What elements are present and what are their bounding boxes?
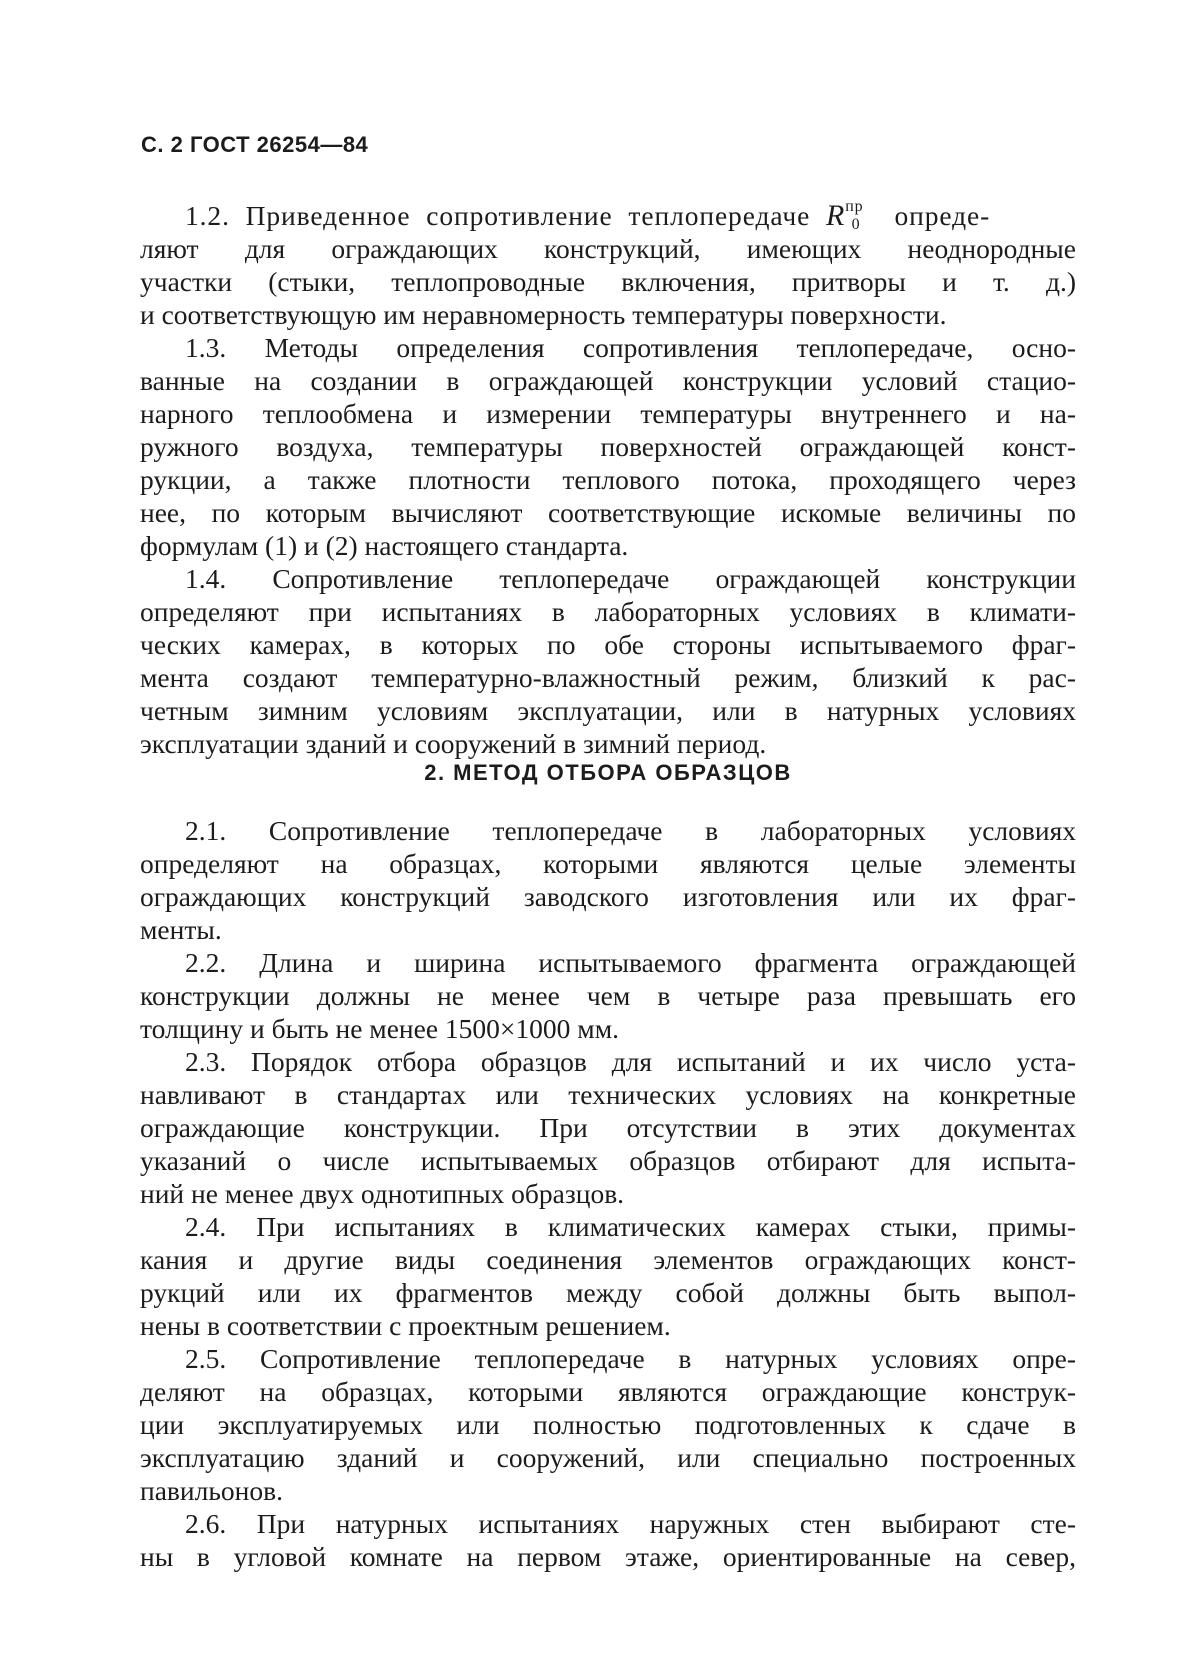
formula-subscript: 0: [851, 216, 861, 233]
text-line: ляют для ограждающих конструкций, имеющих неоднородные: [140, 233, 1076, 264]
section-1-body: [140, 199, 1076, 760]
text-line: 2.1. Сопротивление теплопередаче в лабораторных условиях: [185, 815, 1076, 846]
text-line: ограждающих конструкций заводского изготовления или их фраг-: [140, 881, 1076, 912]
text-line: рукции, а также плотности теплового потока, проходящего через: [140, 464, 1076, 495]
text-line: эксплуатацию зданий и сооружений, или специально построенных: [140, 1442, 1076, 1473]
text-line: менты.: [140, 914, 222, 945]
text-line: мента создают температурно-влажностный режим, близкий к рас-: [140, 662, 1076, 693]
text-line: формулам (1) и (2) настоящего стандарта.: [140, 530, 629, 561]
text-line: 2.5. Сопротивление теплопередаче в натурных условиях опре-: [185, 1343, 1076, 1374]
text-line: нены в соответствии с проектным решением.: [140, 1310, 671, 1341]
text-line: указаний о числе испытываемых образцов отбирают для испыта-: [140, 1145, 1076, 1176]
text-line: ний не менее двух однотипных образцов.: [140, 1178, 625, 1209]
text-line: павильонов.: [140, 1475, 283, 1506]
text-line: нарного теплообмена и измерении температуры внутреннего и на-: [140, 398, 1076, 429]
formula-resistance-symbol: R: [825, 199, 846, 232]
text-line: навливают в стандартах или технических условиях на конкретные: [140, 1079, 1076, 1110]
text-line: 2.4. При испытаниях в климатических камерах стыки, примы-: [185, 1211, 1076, 1242]
text-line: ружного воздуха, температуры поверхностей ограждающей конст-: [140, 431, 1076, 462]
text-line: 2.2. Длина и ширина испытываемого фрагмента ограждающей: [185, 947, 1076, 978]
text-line: конструкции должны не менее чем в четыре раза превышать его: [140, 980, 1076, 1011]
text-line: рукций или их фрагментов между собой должны быть выпол-: [140, 1277, 1076, 1308]
text-line: 1.4. Сопротивление теплопередаче ограждающей конструкции: [185, 563, 1076, 594]
text-line: ческих камерах, в которых по обе стороны испытываемого фраг-: [140, 629, 1076, 660]
text-line: деляют на образцах, которыми являются ограждающие конструк-: [140, 1376, 1076, 1407]
text-line: нее, по которым вычисляют соответствующие искомые величины по: [140, 497, 1076, 528]
text-line: определяют при испытаниях в лабораторных условиях в климати-: [140, 596, 1076, 627]
text-line: и соответствующую им неравномерность температуры поверхности.: [140, 299, 947, 330]
text-line: толщину и быть не менее 1500×1000 мм.: [140, 1013, 619, 1044]
text-line: ванные на создании в ограждающей конструкции условий стацио-: [140, 365, 1076, 396]
text-line-with-formula: 1.2. Приведенное сопротивление теплопередаче $R^{пр}_0$ опреде-: [185, 198, 991, 233]
text-line: кания и другие виды соединения элементов ограждающих конст-: [140, 1244, 1076, 1275]
text-line: четным зимним условиям эксплуатации, или в натурных условиях: [140, 695, 1076, 726]
text-line: определяют на образцах, которыми являются целые элементы: [140, 848, 1076, 879]
formula-superscript: пр: [845, 198, 864, 215]
text-line: ограждающие конструкции. При отсутствии в этих документах: [140, 1112, 1076, 1143]
page-header: С. 2 ГОСТ 26254—84: [141, 132, 369, 157]
text-line: участки (стыки, теплопроводные включения, притворы и т. д.): [140, 266, 1076, 297]
section-2-heading: 2. МЕТОД ОТБОРА ОБРАЗЦОВ: [424, 760, 792, 785]
formula-line-tail: опреде-: [894, 200, 991, 231]
text-line: ны в угловой комнате на первом этаже, ориентированные на север,: [140, 1541, 1076, 1572]
text-line: 1.3. Методы определения сопротивления теплопередаче, осно-: [185, 332, 1076, 363]
text-line: 2.6. При натурных испытаниях наружных стен выбирают сте-: [185, 1508, 1076, 1539]
text-line: эксплуатации зданий и сооружений в зимний период.: [140, 728, 767, 759]
text-line: ции эксплуатируемых или полностью подготовленных к сдаче в: [140, 1409, 1076, 1440]
text-line: 2.3. Порядок отбора образцов для испытаний и их число уста-: [185, 1046, 1076, 1077]
section-2-body: [140, 814, 1076, 1573]
